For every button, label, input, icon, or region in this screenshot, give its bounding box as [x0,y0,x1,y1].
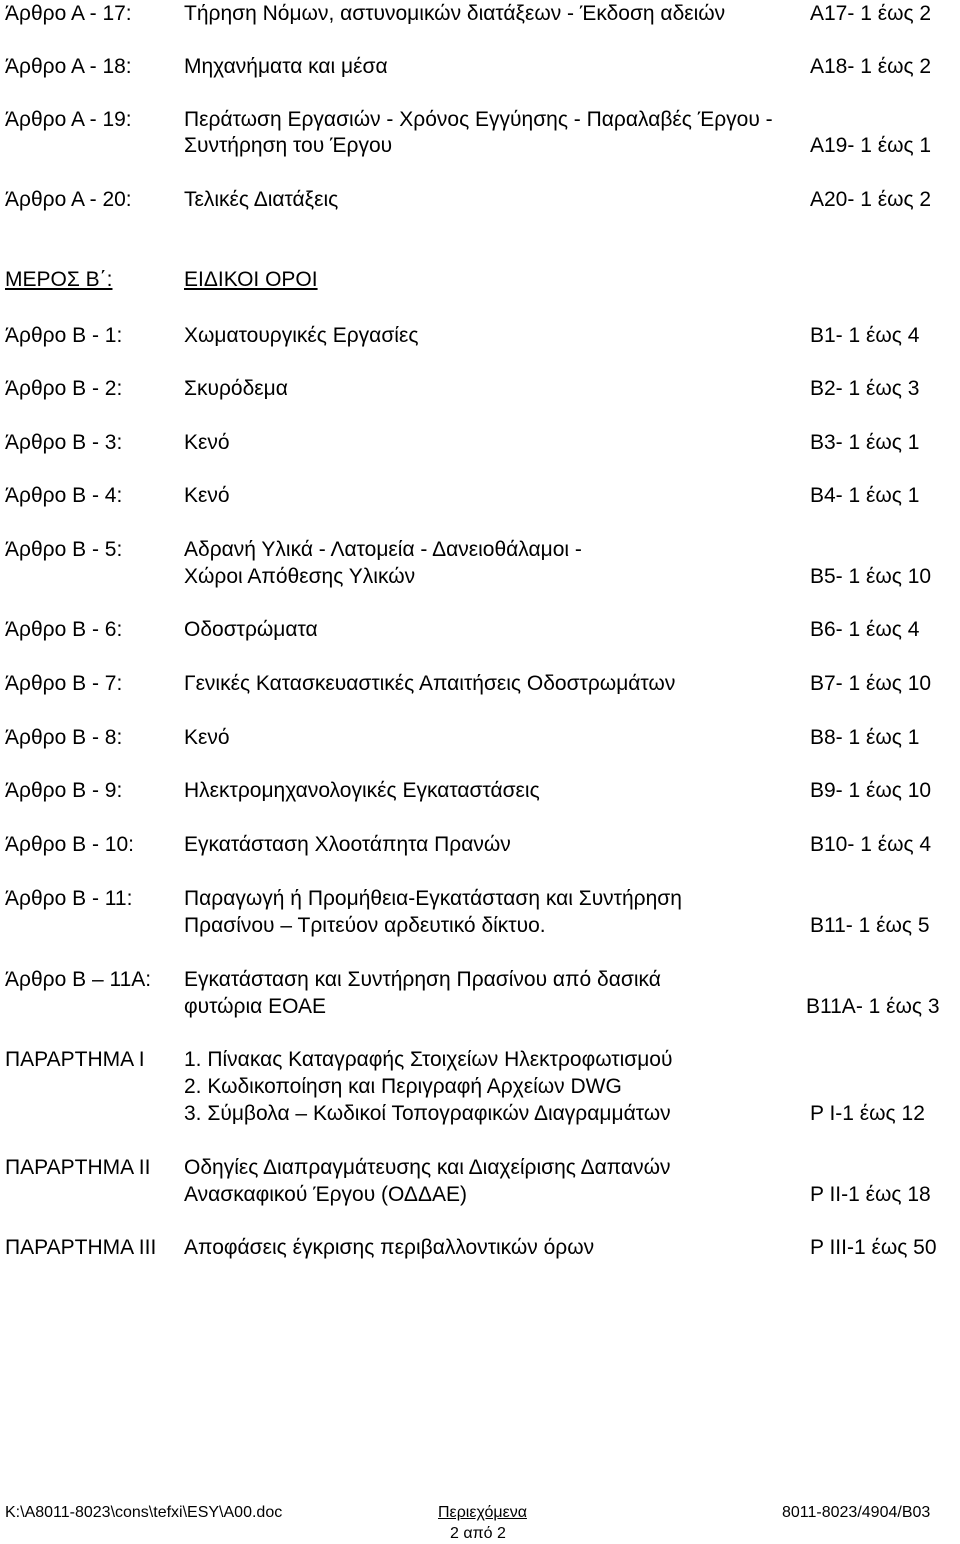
article-pages: Β11- 1 έως 5 [810,914,930,937]
appendix-pages: Ρ ΙΙ-1 έως 18 [810,1183,931,1206]
appendix-title: Αποφάσεις έγκρισης περιβαλλοντικών όρων [184,1236,595,1259]
article-title: Τήρηση Νόμων, αστυνομικών διατάξεων - Έκδοση αδειών [184,2,726,25]
article-label: Άρθρο Α - 19: [5,108,132,131]
article-title-continued: Πρασίνου – Τριτεύον αρδευτικό δίκτυο. [184,914,546,937]
article-pages: Α17- 1 έως 2 [810,2,932,25]
article-label: Άρθρο Β - 4: [5,484,123,507]
article-label: Άρθρο Β - 6: [5,618,123,641]
appendix-item: 3. Σύμβολα – Κωδικοί Τοπογραφικών Διαγραμμάτων [184,1102,671,1125]
article-pages: Β5- 1 έως 10 [810,565,932,588]
appendix-pages: Ρ Ι-1 έως 12 [810,1102,925,1125]
article-pages: Β7- 1 έως 10 [810,672,932,695]
article-pages: Β10- 1 έως 4 [810,833,932,856]
section-label: ΜΕΡΟΣ Β΄: [5,268,113,291]
article-title: Παραγωγή ή Προμήθεια-Εγκατάσταση και Συντήρηση [184,887,682,910]
appendix-label: ΠΑΡΑΡΤΗΜΑ Ι [5,1048,145,1071]
article-title: Ηλεκτρομηχανολογικές Εγκαταστάσεις [184,779,540,802]
article-pages: Α19- 1 έως 1 [810,134,932,157]
article-title: Οδοστρώματα [184,618,318,641]
article-title: Κενό [184,484,230,507]
article-label: Άρθρο Α - 17: [5,2,132,25]
footer-file-path: K:\A8011-8023\cons\tefxi\ESY\A00.doc [5,1504,283,1521]
article-title: Αδρανή Υλικά - Λατομεία - Δανειοθάλαμοι - [184,538,582,561]
article-label: Άρθρο Α - 20: [5,188,132,211]
appendix-pages: Ρ ΙΙΙ-1 έως 50 [810,1236,937,1259]
section-title: ΕΙΔΙΚΟΙ ΟΡΟΙ [184,268,318,291]
article-title: Χωματουργικές Εργασίες [184,324,419,347]
article-pages: Β9- 1 έως 10 [810,779,932,802]
footer-section: Περιεχόμενα [438,1504,527,1521]
footer-page-number: 2 από 2 [450,1525,506,1542]
article-pages: Β2- 1 έως 3 [810,377,920,400]
article-pages: Β3- 1 έως 1 [810,431,920,454]
appendix-title-continued: Ανασκαφικού Έργου (ΟΔΔΑΕ) [184,1183,467,1206]
article-pages: Β4- 1 έως 1 [810,484,920,507]
appendix-label: ΠΑΡΑΡΤΗΜΑ ΙΙΙ [5,1236,157,1259]
article-label: Άρθρο Β - 9: [5,779,123,802]
article-title-continued: Συντήρηση του Έργου [184,134,393,157]
appendix-label: ΠΑΡΑΡΤΗΜΑ ΙΙ [5,1156,151,1179]
article-label: Άρθρο Β - 7: [5,672,123,695]
article-pages: Β6- 1 έως 4 [810,618,920,641]
article-title: Κενό [184,431,230,454]
article-title: Κενό [184,726,230,749]
article-pages: Α20- 1 έως 2 [810,188,932,211]
article-title: Σκυρόδεμα [184,377,288,400]
appendix-item: 1. Πίνακας Καταγραφής Στοιχείων Ηλεκτροφωτισμού [184,1048,673,1071]
article-label: Άρθρο Β - 3: [5,431,123,454]
article-pages: Β1- 1 έως 4 [810,324,920,347]
article-title: Τελικές Διατάξεις [184,188,339,211]
article-label: Άρθρο Β - 10: [5,833,134,856]
article-title: Εγκατάσταση Χλοοτάπητα Πρανών [184,833,511,856]
article-label: Άρθρο Β - 11: [5,887,133,910]
footer-doc-code: 8011-8023/4904/B03 [782,1504,931,1521]
article-title-continued: Χώροι Απόθεσης Υλικών [184,565,416,588]
article-pages: Β8- 1 έως 1 [810,726,920,749]
article-label: Άρθρο Α - 18: [5,55,132,78]
appendix-title: Οδηγίες Διαπραγμάτευσης και Διαχείρισης Δαπανών [184,1156,671,1179]
article-label: Άρθρο Β - 2: [5,377,123,400]
article-pages: Β11Α- 1 έως 3 [806,995,940,1018]
article-title: Εγκατάσταση και Συντήρηση Πρασίνου από δασικά [184,968,661,991]
appendix-item: 2. Κωδικοποίηση και Περιγραφή Αρχείων DWG [184,1075,622,1098]
article-label: Άρθρο Β - 1: [5,324,123,347]
article-title: Γενικές Κατασκευαστικές Απαιτήσεις Οδοστρωμάτων [184,672,676,695]
article-title-continued: φυτώρια ΕΟΑΕ [184,995,327,1018]
article-title: Περάτωση Εργασιών - Χρόνος Εγγύησης - Παραλαβές Έργου - [184,108,773,131]
article-label: Άρθρο Β - 5: [5,538,123,561]
article-label: Άρθρο Β - 8: [5,726,123,749]
article-title: Μηχανήματα και μέσα [184,55,388,78]
article-pages: Α18- 1 έως 2 [810,55,932,78]
article-label: Άρθρο Β – 11Α: [5,968,152,991]
